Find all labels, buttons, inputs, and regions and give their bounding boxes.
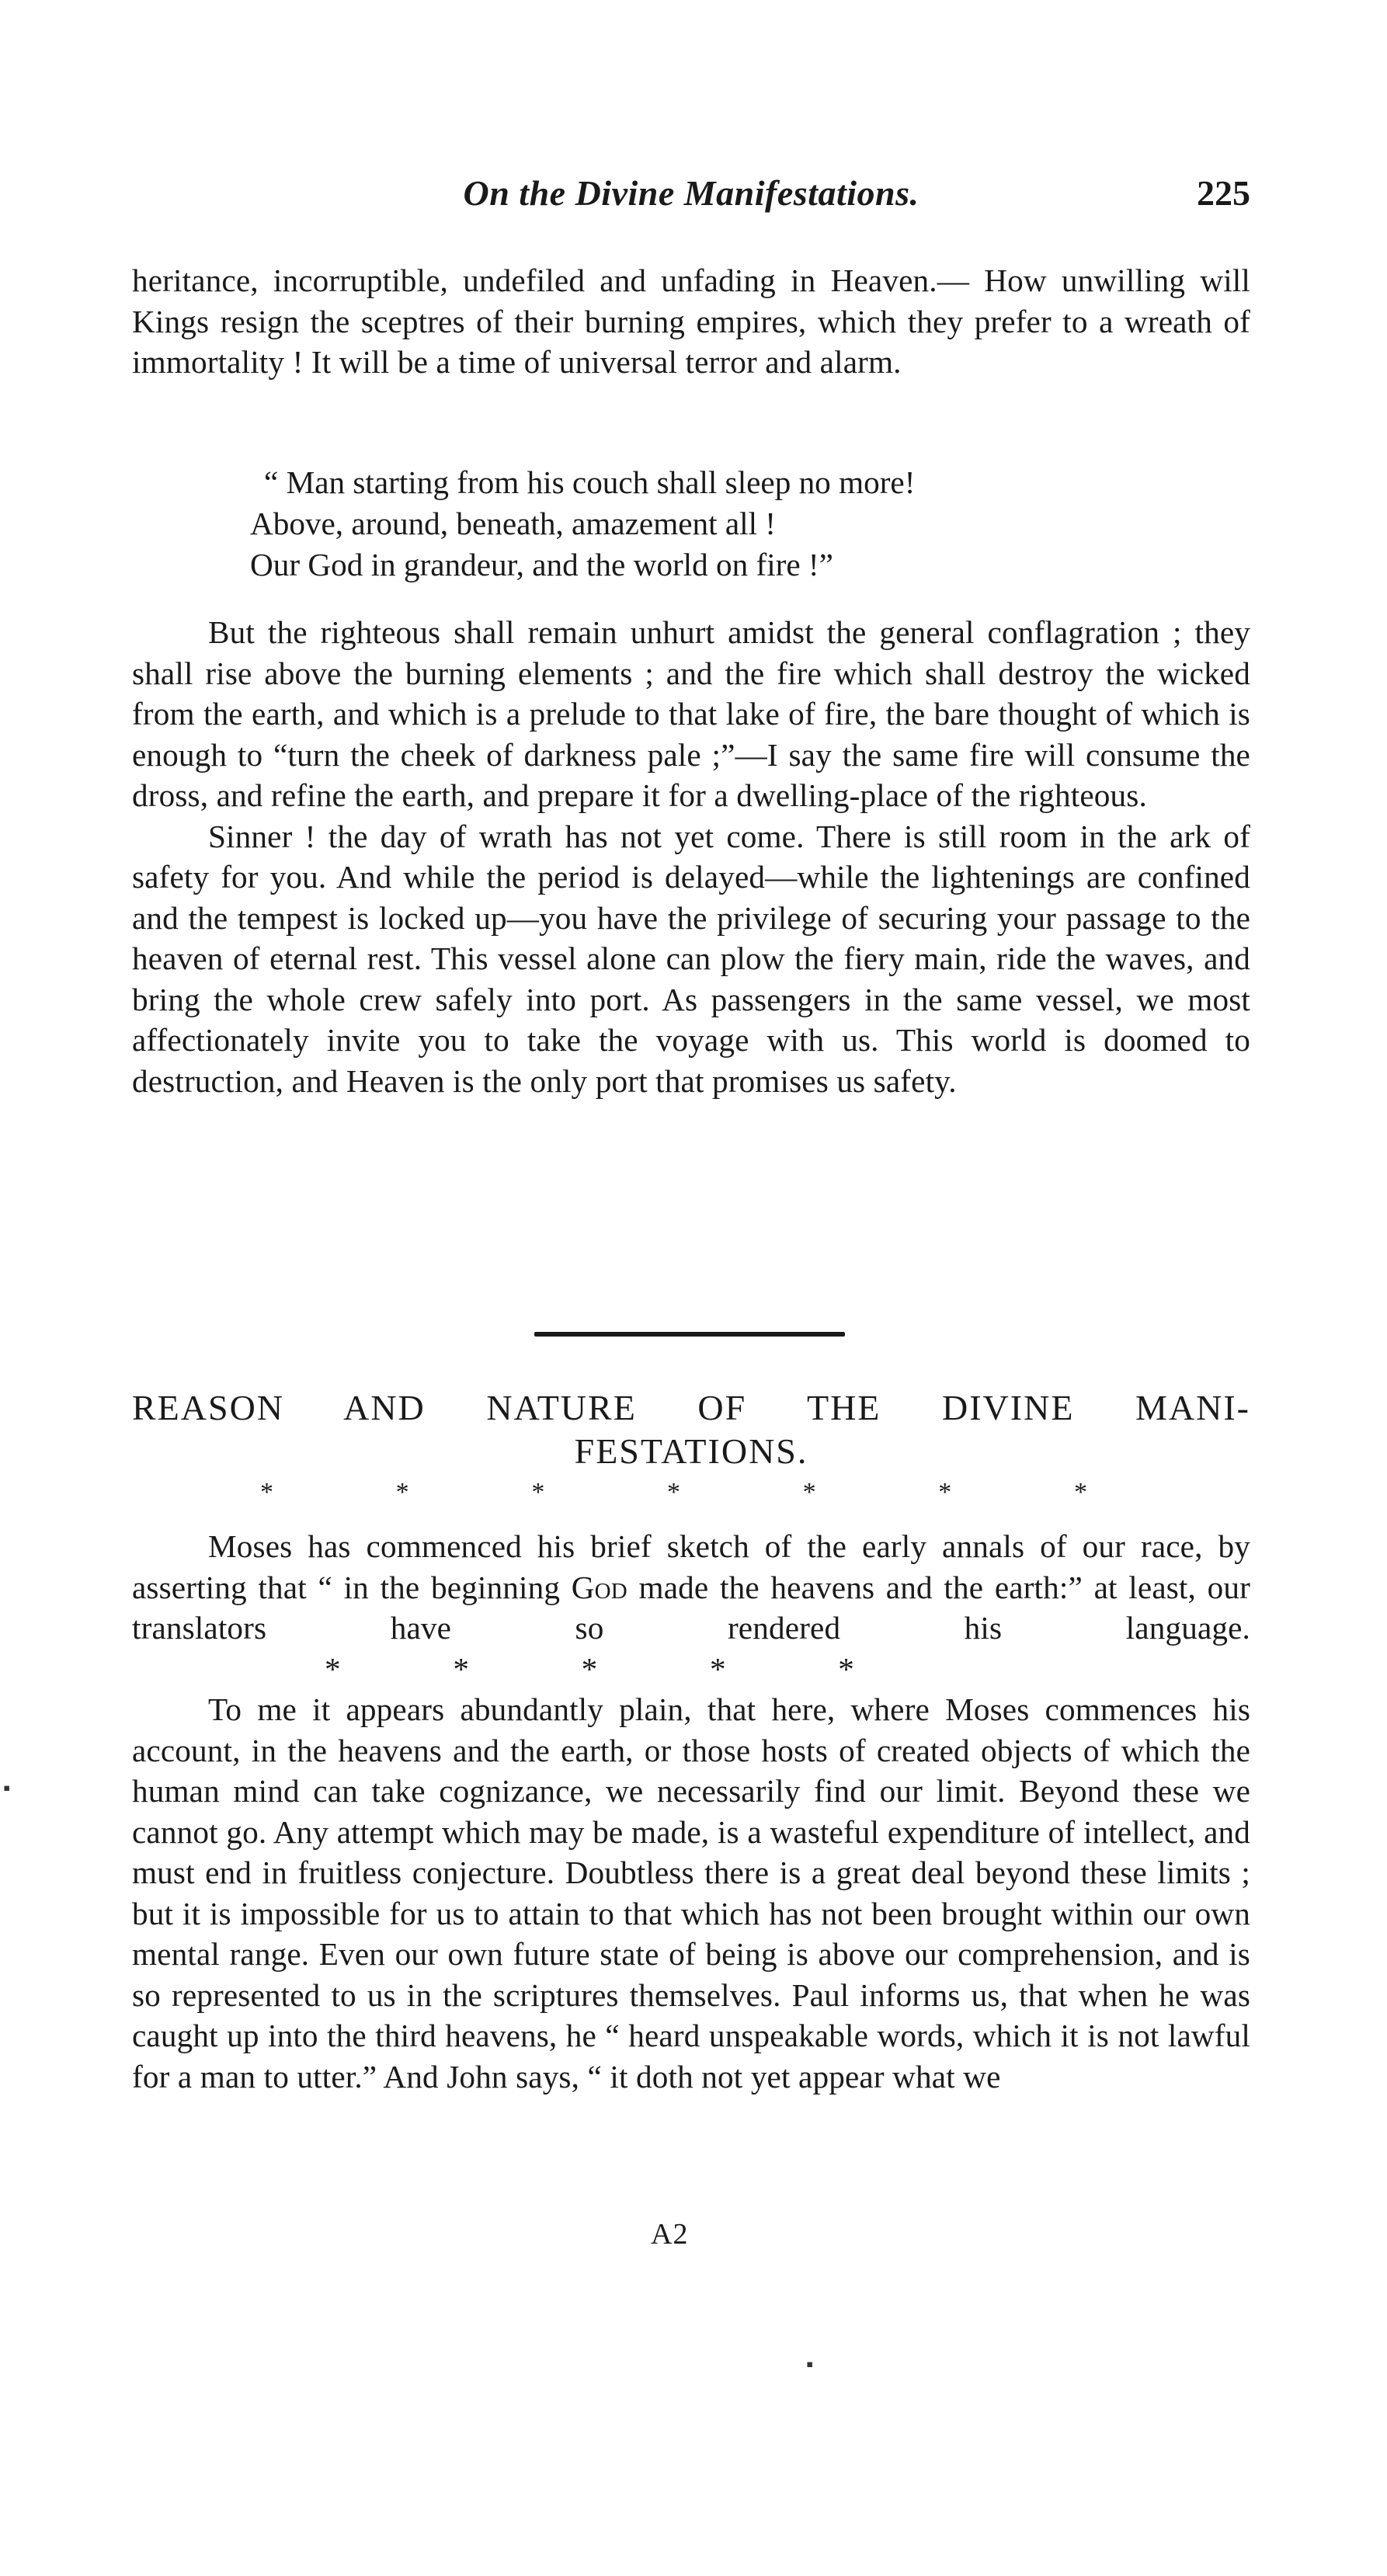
running-title: On the Divine Manifestations. xyxy=(463,173,919,213)
asterisk: * xyxy=(1073,1478,1087,1507)
poem-line: “ Man starting from his couch shall sleep no more! xyxy=(264,464,916,500)
asterisk: * xyxy=(260,1478,273,1507)
asterisk: * xyxy=(395,1478,409,1507)
asterisk: * xyxy=(938,1478,952,1507)
bottom-speck: ▪ xyxy=(806,2353,814,2376)
continued-paragraph: heritance, incorruptible, undefiled and unfading in Heaven.— How unwilling will Kings resign the sceptres of their burning empires, which they prefer to a wreath of immortality ! It will be a time of universal terror and alarm. xyxy=(132,262,1250,380)
paragraph-sinner: Sinner ! the day of wrath has not yet come. There is still room in the ark of safety for you. And while the period is delayed—while the lightenings are confined and the tempest is locked up—you have the privilege of securing your passage to the heaven of eternal rest. This vessel alone can plow the fiery main, ride the waves, and bring the whole crew safely into port. As passengers in the same vessel, we most affectionately invite you to take the voyage with us. This world is doomed to destruction, and Heaven is the only port that promises us safety. xyxy=(132,818,1250,1099)
paragraph-moses-text-a: Moses has commenced his brief sketch of the early annals of our race, by asserting that “ in the beginning xyxy=(132,1528,1250,1605)
asterisk: * xyxy=(453,1650,470,1687)
poem-quotation xyxy=(250,462,1166,586)
asterisk: * xyxy=(666,1478,680,1507)
signature-mark: A2 xyxy=(651,2218,689,2251)
section-body xyxy=(132,1526,1250,2097)
paragraph-moses xyxy=(132,1526,1250,1689)
margin-speck: ▪ xyxy=(3,1777,11,1799)
paragraph-righteous: But the righteous shall remain unhurt amidst the general conflagration ; they shall rise above the burning elements ; and the fire which shall destroy the wicked from the earth, and which is a prelude to that lake of fire, the bare thought of which is enough to “turn the cheek of darkness pale ;”—I say the same fire will consume the dross, and refine the earth, and prepare it for a dwelling-place of the righteous. xyxy=(132,614,1250,813)
running-head xyxy=(132,172,1250,219)
body-paragraphs xyxy=(132,612,1250,1101)
section-heading-line-2: FESTATIONS. xyxy=(574,1431,808,1471)
asterisk: * xyxy=(838,1650,854,1687)
asterisk: * xyxy=(802,1478,816,1507)
paragraph-to-me: To me it appears abundantly plain, that here, where Moses commences his account, in the heavens and the earth, or those hosts of created objects of which the human mind can take cognizance, we necessarily find our limit. Beyond these we cannot go. Any attempt which may be made, is a wasteful expenditure of intellect, and must end in fruitless conjecture. Doubtless there is a great deal beyond these limits ; but it is impossible for us to attain to that which has not been brought within our own mental range. Even our own future state of being is above our comprehension, and is so represented to us in the scriptures themselves. Paul informs us, that when he was caught up into the third heavens, he “ heard unspeakable words, which it is not lawful for a man to utter.” And John says, “ it doth not yet appear what we xyxy=(132,1691,1250,2095)
section-heading xyxy=(132,1386,1250,1473)
asterisk: * xyxy=(531,1478,545,1507)
page-number: 225 xyxy=(1197,173,1250,213)
continued-paragraph-block xyxy=(132,260,1250,383)
asterism-row xyxy=(260,1479,1087,1506)
asterisk: * xyxy=(325,1650,341,1687)
small-caps-god: God xyxy=(571,1569,627,1605)
poem-line: Above, around, beneath, amazement all ! xyxy=(250,506,777,541)
section-heading-line-1: REASON AND NATURE OF THE DIVINE MANI- xyxy=(132,1388,1250,1427)
section-divider-rule xyxy=(534,1332,845,1337)
paragraph-moses-text-b: made the heavens and the earth:” at least, our translators have so rendered his language. xyxy=(132,1569,1250,1646)
asterisk: * xyxy=(581,1650,598,1687)
inline-asterism xyxy=(249,1649,854,1690)
asterisk: * xyxy=(709,1650,726,1687)
poem-line: Our God in grandeur, and the world on fire !” xyxy=(250,547,833,582)
